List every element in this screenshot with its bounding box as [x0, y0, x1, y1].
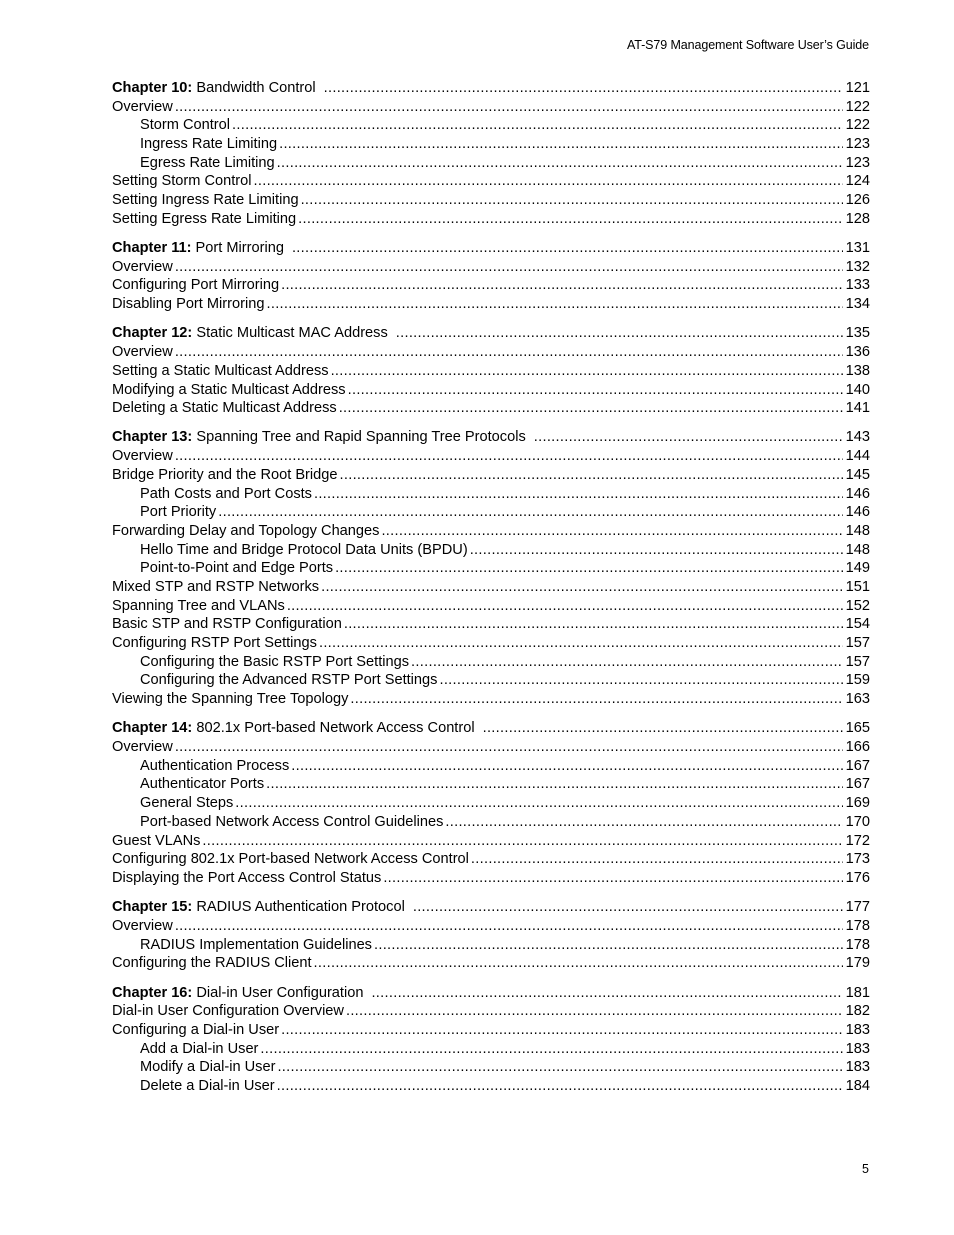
toc-subsection-entry[interactable] [112, 116, 870, 135]
toc-chapter-block [112, 719, 870, 887]
dot-leader [287, 597, 843, 616]
toc-chapter-title: RADIUS Authentication Protocol [196, 899, 405, 916]
dot-leader [339, 399, 843, 418]
toc-entry-title: Overview [112, 739, 173, 756]
toc-section-entry[interactable] [112, 343, 870, 362]
toc-chapter-label: Chapter 13: [112, 429, 193, 446]
toc-chapter-title: Port Mirroring [195, 240, 284, 257]
toc-page-number: 167 [845, 776, 870, 793]
dot-leader [483, 719, 843, 738]
toc-chapter-entry[interactable] [112, 79, 870, 98]
toc-subsection-entry[interactable] [112, 485, 870, 504]
dot-leader [277, 154, 843, 173]
toc-chapter-label: Chapter 14: [112, 720, 193, 737]
dot-leader [348, 381, 843, 400]
toc-section-entry[interactable] [112, 832, 870, 851]
toc-entry-title: Port Priority [140, 504, 217, 521]
toc-section-entry[interactable] [112, 597, 870, 616]
toc-page-number: 123 [845, 154, 870, 171]
toc-entry-title: Path Costs and Port Costs [140, 485, 312, 502]
toc-page-number: 146 [845, 485, 870, 502]
toc-entry-title: Point-to-Point and Edge Ports [140, 560, 334, 577]
toc-entry-title: Authentication Process [140, 757, 290, 774]
toc-subsection-entry[interactable] [112, 936, 870, 955]
toc-page-number: 123 [845, 136, 870, 153]
toc-page-number: 133 [845, 277, 870, 294]
toc-entry-title: Storm Control [140, 117, 231, 134]
dot-leader [175, 98, 843, 117]
dot-leader [471, 850, 843, 869]
toc-section-entry[interactable] [112, 399, 870, 418]
toc-page-number: 141 [845, 400, 870, 417]
toc-page-number: 165 [845, 720, 870, 737]
toc-chapter-block [112, 239, 870, 314]
toc-page-number: 124 [845, 173, 870, 190]
toc-page-number: 183 [845, 1059, 870, 1076]
toc-section-entry[interactable] [112, 690, 870, 709]
toc-chapter-title: Dial-in User Configuration [196, 984, 364, 1001]
toc-section-entry[interactable] [112, 447, 870, 466]
toc-page-number: 148 [845, 522, 870, 539]
dot-leader [396, 324, 843, 343]
toc-page-number: 166 [845, 739, 870, 756]
dot-leader [175, 917, 843, 936]
toc-chapter-label: Chapter 15: [112, 899, 193, 916]
toc-page-number: 179 [845, 955, 870, 972]
toc-page-number: 135 [845, 325, 870, 342]
toc-entry-title: Disabling Port Mirroring [112, 296, 265, 313]
dot-leader [411, 653, 843, 672]
toc-entry-title: Displaying the Port Access Control Status [112, 869, 382, 886]
toc-section-entry[interactable] [112, 295, 870, 314]
toc-page-number: 173 [845, 851, 870, 868]
dot-leader [381, 522, 842, 541]
toc-subsection-entry[interactable] [112, 1040, 870, 1059]
dot-leader [254, 172, 843, 191]
table-of-contents [112, 79, 870, 1106]
toc-section-entry[interactable] [112, 362, 870, 381]
toc-entry-title: Ingress Rate Limiting [140, 136, 278, 153]
toc-page-number: 122 [845, 117, 870, 134]
toc-entry-title: Deleting a Static Multicast Address [112, 400, 337, 417]
dot-leader [350, 690, 842, 709]
toc-section-entry[interactable] [112, 869, 870, 888]
toc-chapter-title-wrap [112, 719, 475, 738]
toc-chapter-title-wrap [112, 898, 405, 917]
toc-page-number: 152 [845, 597, 870, 614]
toc-entry-title: Overview [112, 448, 173, 465]
toc-section-entry[interactable] [112, 210, 870, 229]
dot-leader [321, 578, 843, 597]
toc-chapter-block [112, 79, 870, 229]
toc-entry-title: Configuring a Dial-in User [112, 1021, 280, 1038]
dot-leader [281, 1021, 843, 1040]
toc-subsection-entry[interactable] [112, 1077, 870, 1096]
toc-subsection-entry[interactable] [112, 671, 870, 690]
dot-leader [202, 832, 842, 851]
toc-section-entry[interactable] [112, 466, 870, 485]
toc-section-entry[interactable] [112, 522, 870, 541]
toc-page-number: 163 [845, 691, 870, 708]
dot-leader [175, 343, 843, 362]
toc-page-number: 144 [845, 448, 870, 465]
toc-chapter-entry[interactable] [112, 324, 870, 343]
toc-subsection-entry[interactable] [112, 813, 870, 832]
toc-page-number: 149 [845, 560, 870, 577]
toc-section-entry[interactable] [112, 1002, 870, 1021]
toc-chapter-title-wrap [112, 428, 526, 447]
dot-leader [281, 276, 843, 295]
toc-entry-title: Overview [112, 258, 173, 275]
toc-chapter-block [112, 984, 870, 1096]
toc-subsection-entry[interactable] [112, 775, 870, 794]
toc-page-number: 146 [845, 504, 870, 521]
toc-page-number: 181 [845, 984, 870, 1001]
dot-leader [266, 295, 842, 314]
dot-leader [298, 210, 843, 229]
dot-leader [331, 362, 843, 381]
running-header: AT-S79 Management Software User’s Guide [626, 38, 869, 52]
page-number: 5 [862, 1162, 869, 1176]
toc-entry-title: Dial-in User Configuration Overview [112, 1003, 344, 1020]
dot-leader [340, 466, 843, 485]
toc-page-number: 143 [845, 429, 870, 446]
dot-leader [445, 813, 842, 832]
toc-page-number: 136 [845, 344, 870, 361]
toc-chapter-title: Bandwidth Control [196, 80, 316, 96]
toc-chapter-label: Chapter 10: [112, 80, 193, 96]
dot-leader [319, 634, 843, 653]
toc-page-number: 122 [845, 98, 870, 115]
toc-section-entry[interactable] [112, 1021, 870, 1040]
toc-chapter-entry[interactable] [112, 898, 870, 917]
toc-chapter-block [112, 898, 870, 973]
toc-subsection-entry[interactable] [112, 653, 870, 672]
dot-leader [413, 898, 843, 917]
toc-entry-title: Authenticator Ports [140, 776, 265, 793]
toc-entry-title: Bridge Priority and the Root Bridge [112, 466, 338, 483]
toc-entry-title: RADIUS Implementation Guidelines [140, 936, 372, 953]
toc-page-number: 138 [845, 362, 870, 379]
toc-section-entry[interactable] [112, 381, 870, 400]
dot-leader [292, 239, 843, 258]
dot-leader [439, 671, 842, 690]
toc-entry-title: Configuring 802.1x Port-based Network Access Control [112, 851, 469, 868]
toc-entry-title: Add a Dial-in User [140, 1040, 259, 1057]
toc-chapter-label: Chapter 11: [112, 240, 192, 257]
toc-section-entry[interactable] [112, 917, 870, 936]
toc-subsection-entry[interactable] [112, 559, 870, 578]
toc-entry-title: General Steps [140, 795, 234, 812]
dot-leader [324, 79, 843, 98]
toc-page-number: 177 [845, 899, 870, 916]
toc-subsection-entry[interactable] [112, 541, 870, 560]
toc-section-entry[interactable] [112, 578, 870, 597]
toc-subsection-entry[interactable] [112, 794, 870, 813]
toc-entry-title: Mixed STP and RSTP Networks [112, 578, 320, 595]
toc-page-number: 157 [845, 653, 870, 670]
toc-page-number: 145 [845, 466, 870, 483]
toc-entry-title: Setting a Static Multicast Address [112, 362, 329, 379]
toc-chapter-title: Static Multicast MAC Address [196, 325, 388, 342]
dot-leader [335, 559, 843, 578]
dot-leader [277, 1077, 843, 1096]
dot-leader [371, 984, 842, 1003]
toc-entry-title: Configuring Port Mirroring [112, 277, 280, 294]
toc-page-number: 157 [845, 635, 870, 652]
toc-entry-title: Setting Ingress Rate Limiting [112, 192, 299, 209]
toc-page-number: 159 [845, 672, 870, 689]
toc-entry-title: Port-based Network Access Control Guidelines [140, 813, 444, 830]
toc-chapter-title: Spanning Tree and Rapid Spanning Tree Protocols [196, 429, 526, 446]
toc-entry-title: Overview [112, 917, 173, 934]
toc-page-number: 126 [845, 192, 870, 209]
toc-page-number: 176 [845, 869, 870, 886]
dot-leader [291, 757, 842, 776]
dot-leader [235, 794, 842, 813]
dot-leader [279, 135, 843, 154]
toc-entry-title: Overview [112, 344, 173, 361]
dot-leader [470, 541, 843, 560]
dot-leader [175, 738, 843, 757]
toc-chapter-title: 802.1x Port-based Network Access Control [196, 720, 475, 737]
toc-page-number: 128 [845, 210, 870, 227]
toc-chapter-entry[interactable] [112, 719, 870, 738]
dot-leader [534, 428, 843, 447]
toc-page-number: 121 [845, 80, 870, 96]
toc-entry-title: Egress Rate Limiting [140, 154, 275, 171]
toc-chapter-block [112, 428, 870, 708]
dot-leader [218, 503, 842, 522]
toc-entry-title: Configuring the RADIUS Client [112, 955, 312, 972]
toc-entry-title: Basic STP and RSTP Configuration [112, 616, 342, 633]
toc-chapter-title-wrap [112, 239, 284, 258]
toc-chapter-entry[interactable] [112, 239, 870, 258]
dot-leader [374, 936, 843, 955]
toc-entry-title: Modifying a Static Multicast Address [112, 381, 346, 398]
dot-leader [314, 485, 843, 504]
toc-entry-title: Configuring RSTP Port Settings [112, 635, 317, 652]
toc-page-number: 140 [845, 381, 870, 398]
toc-page-number: 170 [845, 813, 870, 830]
toc-subsection-entry[interactable] [112, 135, 870, 154]
dot-leader [175, 447, 843, 466]
toc-page-number: 169 [845, 795, 870, 812]
toc-chapter-title-wrap [112, 984, 363, 1003]
toc-page-number: 178 [845, 936, 870, 953]
toc-section-entry[interactable] [112, 634, 870, 653]
toc-entry-title: Viewing the Spanning Tree Topology [112, 691, 349, 708]
dot-leader [260, 1040, 842, 1059]
toc-section-entry[interactable] [112, 615, 870, 634]
toc-page-number: 148 [845, 541, 870, 558]
dot-leader [266, 775, 843, 794]
toc-section-entry[interactable] [112, 276, 870, 295]
toc-chapter-title-wrap [112, 79, 316, 98]
toc-page-number: 172 [845, 832, 870, 849]
toc-page-number: 183 [845, 1021, 870, 1038]
toc-chapter-label: Chapter 16: [112, 984, 193, 1001]
toc-section-entry[interactable] [112, 98, 870, 117]
toc-entry-title: Configuring the Advanced RSTP Port Settings [140, 672, 438, 689]
toc-section-entry[interactable] [112, 258, 870, 277]
dot-leader [314, 954, 843, 973]
toc-page-number: 134 [845, 296, 870, 313]
dot-leader [301, 191, 843, 210]
toc-entry-title: Guest VLANs [112, 832, 201, 849]
toc-chapter-entry[interactable] [112, 984, 870, 1003]
toc-entry-title: Setting Egress Rate Limiting [112, 210, 297, 227]
dot-leader [346, 1002, 843, 1021]
toc-page-number: 167 [845, 757, 870, 774]
toc-page-number: 154 [845, 616, 870, 633]
toc-subsection-entry[interactable] [112, 1058, 870, 1077]
toc-chapter-entry[interactable] [112, 428, 870, 447]
toc-chapter-title-wrap [112, 324, 388, 343]
toc-subsection-entry[interactable] [112, 757, 870, 776]
toc-section-entry[interactable] [112, 191, 870, 210]
toc-entry-title: Hello Time and Bridge Protocol Data Units (BPDU) [140, 541, 468, 558]
toc-subsection-entry[interactable] [112, 154, 870, 173]
toc-section-entry[interactable] [112, 850, 870, 869]
toc-entry-title: Overview [112, 98, 173, 115]
toc-section-entry[interactable] [112, 172, 870, 191]
toc-page-number: 183 [845, 1040, 870, 1057]
dot-leader [277, 1058, 842, 1077]
toc-section-entry[interactable] [112, 738, 870, 757]
toc-entry-title: Forwarding Delay and Topology Changes [112, 522, 380, 539]
toc-entry-title: Setting Storm Control [112, 173, 252, 190]
toc-chapter-label: Chapter 12: [112, 325, 193, 342]
toc-entry-title: Delete a Dial-in User [140, 1077, 275, 1094]
toc-chapter-block [112, 324, 870, 417]
dot-leader [344, 615, 843, 634]
toc-page-number: 151 [845, 578, 870, 595]
toc-entry-title: Modify a Dial-in User [140, 1059, 276, 1076]
toc-page-number: 132 [845, 258, 870, 275]
toc-page-number: 184 [845, 1077, 870, 1094]
toc-page-number: 131 [845, 240, 870, 257]
toc-entry-title: Configuring the Basic RSTP Port Settings [140, 653, 410, 670]
dot-leader [175, 258, 843, 277]
toc-entry-title: Spanning Tree and VLANs [112, 597, 285, 614]
toc-page-number: 182 [845, 1003, 870, 1020]
toc-subsection-entry[interactable] [112, 503, 870, 522]
dot-leader [383, 869, 842, 888]
dot-leader [232, 116, 843, 135]
toc-page-number: 178 [845, 917, 870, 934]
toc-section-entry[interactable] [112, 954, 870, 973]
